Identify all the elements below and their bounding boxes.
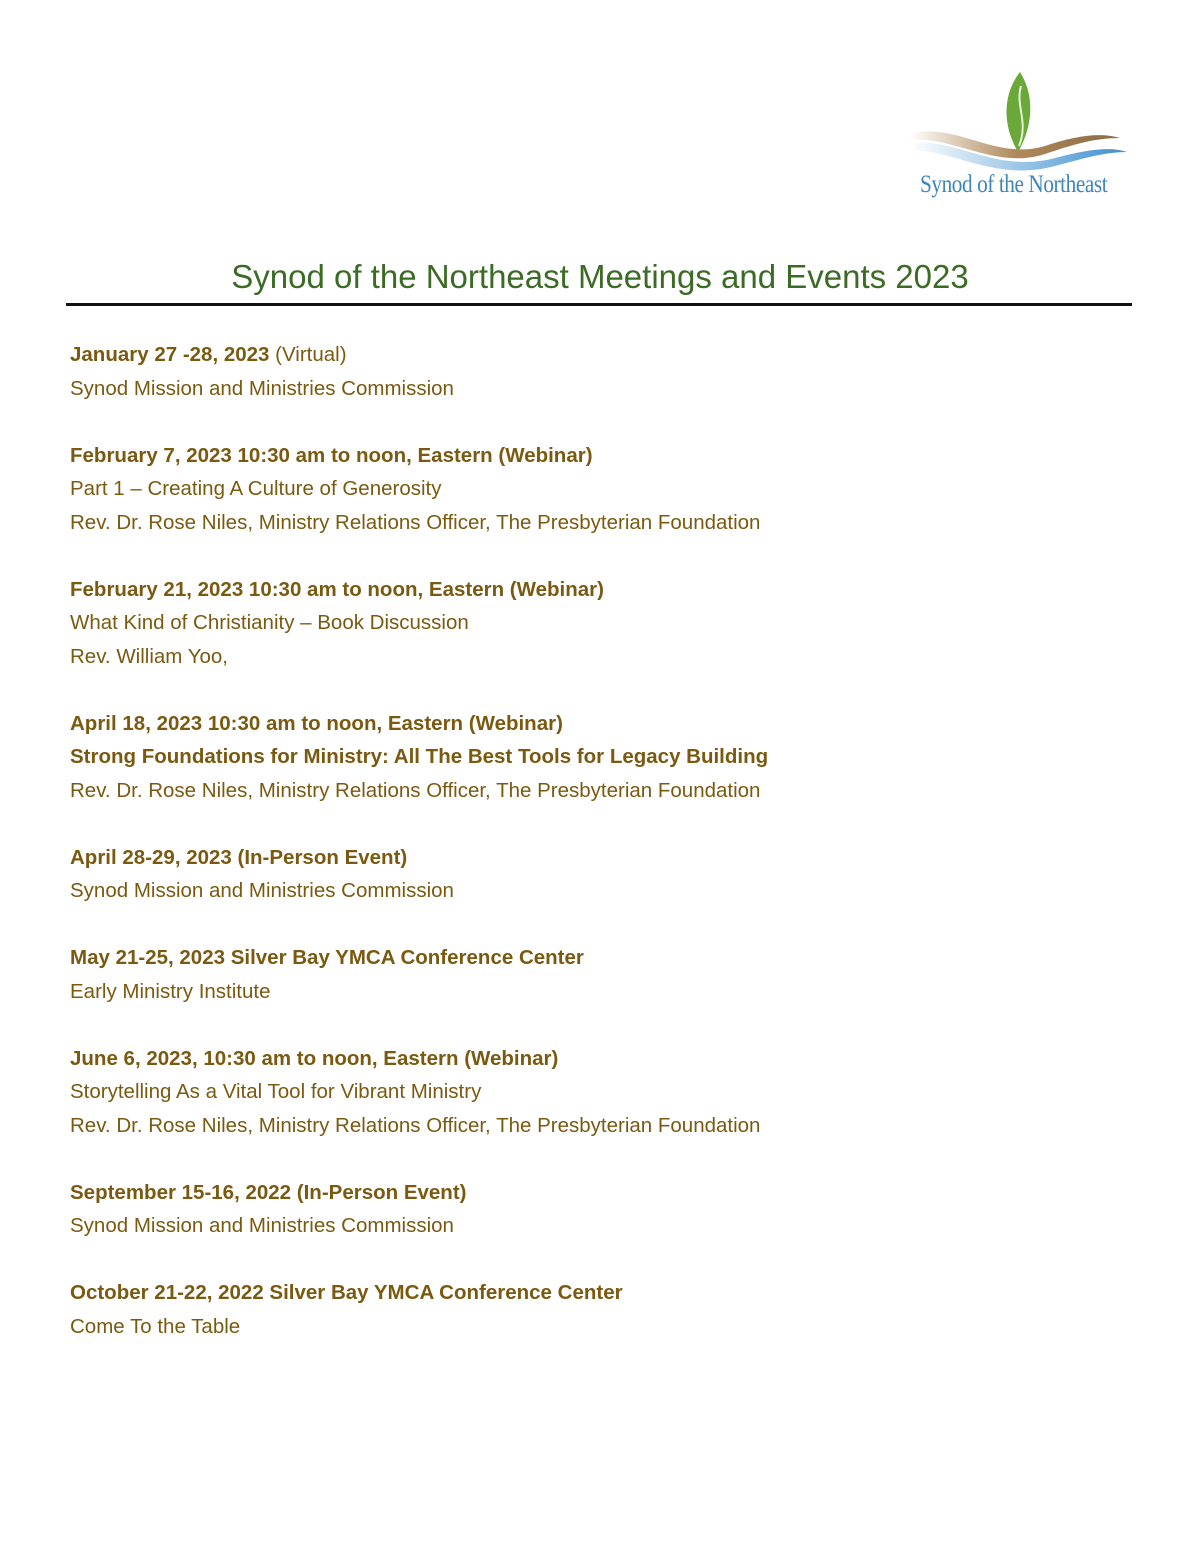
event-heading [70,707,1150,741]
event-detail: Early Ministry Institute [70,979,271,1003]
event-item [70,439,1150,540]
logo-text: Synod of the Northeast [920,171,1108,198]
event-heading [70,573,1150,607]
event-heading [70,1042,1150,1076]
event-item [70,1276,1150,1343]
event-detail: Rev. Dr. Rose Niles, Ministry Relations Officer, The Presbyterian Foundation [70,510,761,534]
event-item [70,1042,1150,1143]
event-detail: Storytelling As a Vital Tool for Vibrant Ministry [70,1080,482,1103]
event-date: February 21, 2023 10:30 am to noon, Eastern (Webinar) [70,577,604,601]
event-item [70,573,1150,674]
event-detail: Rev. Dr. Rose Niles, Ministry Relations Officer, The Presbyterian Foundation [70,778,761,802]
event-detail: Part 1 – Creating A Culture of Generosity [70,477,442,500]
event-item [70,1176,1150,1243]
event-heading [70,841,1150,875]
event-heading [70,338,1150,372]
event-item [70,338,1150,405]
event-heading [70,1276,1150,1310]
event-heading [70,1176,1150,1210]
event-detail: Synod Mission and Ministries Commission [70,1214,454,1237]
synod-logo [905,66,1135,216]
event-item [70,841,1150,908]
event-heading [70,439,1150,473]
event-detail: Rev. William Yoo, [70,644,228,668]
event-date: April 18, 2023 10:30 am to noon, Eastern (Webinar) [70,711,563,735]
event-date: January 27 -28, 2023 [70,343,270,366]
event-detail: Come To the Table [70,1314,241,1338]
leaf-wave-icon [905,66,1135,176]
event-date: February 7, 2023 10:30 am to noon, Eastern (Webinar) [70,443,593,467]
event-detail: Synod Mission and Ministries Commission [70,376,454,400]
event-detail: What Kind of Christianity – Book Discussion [70,611,469,634]
event-date: June 6, 2023, 10:30 am to noon, Eastern (Webinar) [70,1046,559,1070]
title-divider [66,303,1132,306]
event-date: April 28-29, 2023 (In-Person Event) [70,845,408,869]
event-title: Strong Foundations for Ministry: All The Best Tools for Legacy Building [70,745,769,768]
event-list [70,338,1150,1377]
event-item [70,941,1150,1008]
page-title: Synod of the Northeast Meetings and Events 2023 [231,258,969,295]
event-format: (Virtual) [269,343,347,366]
event-date: October 21-22, 2022 Silver Bay YMCA Conference Center [70,1281,623,1304]
event-heading [70,941,1150,975]
event-detail: Synod Mission and Ministries Commission [70,879,454,902]
event-item [70,707,1150,808]
event-date: May 21-25, 2023 Silver Bay YMCA Conference Center [70,946,584,969]
event-detail: Rev. Dr. Rose Niles, Ministry Relations Officer, The Presbyterian Foundation [70,1113,761,1137]
event-date: September 15-16, 2022 (In-Person Event) [70,1180,467,1204]
